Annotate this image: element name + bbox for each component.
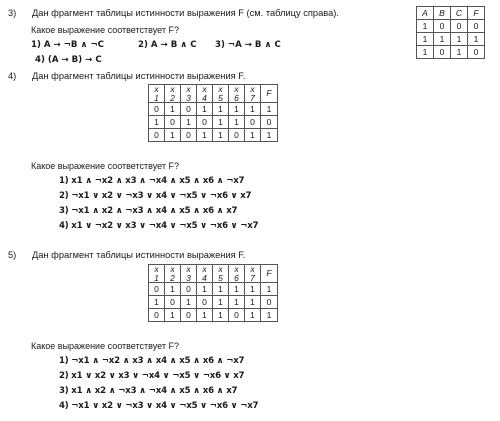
table-cell: 0	[197, 116, 213, 129]
table-cell: 1	[197, 129, 213, 142]
table-cell: 1	[197, 103, 213, 116]
table-cell: 0	[149, 283, 165, 296]
table-cell: 1	[181, 296, 197, 309]
var-header-x6: x 6	[229, 85, 245, 103]
table-cell: 0	[149, 129, 165, 142]
table-cell: 0	[149, 103, 165, 116]
header-cell: F	[468, 7, 485, 20]
table-cell: 1	[245, 103, 261, 116]
table-row	[149, 116, 278, 129]
problem-5-heading	[8, 250, 245, 260]
table-cell: 1	[229, 103, 245, 116]
var-header-x3: x 3	[181, 265, 197, 283]
table-row	[417, 33, 485, 46]
problem-3-option-4: 4) (A → B) → C	[35, 55, 102, 65]
table-cell: 1	[229, 283, 245, 296]
problem-4-option-2: 2) ¬x1 ∨ x2 ∨ ¬x3 ∨ x4 ∨ ¬x5 ∨ ¬x6 ∨ x7	[59, 191, 252, 201]
table-cell: 1	[261, 129, 278, 142]
header-cell: C	[451, 7, 468, 20]
problem-3-option-3: 3) ¬A → B ∧ C	[215, 40, 281, 50]
table-cell: 0	[181, 283, 197, 296]
var-header-x3: x 3	[181, 85, 197, 103]
table-cell: 1	[451, 33, 468, 46]
problem-4-question: Какое выражение соответствует F?	[31, 161, 179, 171]
var-header-x1: x 1	[149, 85, 165, 103]
table-cell: 1	[417, 46, 434, 59]
table-cell: 1	[149, 296, 165, 309]
table-cell: 1	[417, 20, 434, 33]
table-cell: 1	[434, 33, 451, 46]
table-cell: 0	[468, 20, 485, 33]
table-cell: 1	[165, 103, 181, 116]
problem-3-question: Какое выражение соответствует F?	[31, 25, 179, 35]
table-cell: 1	[261, 103, 278, 116]
table-row	[149, 103, 278, 116]
problem-4-truth-table	[148, 84, 278, 142]
problem-5-option-4: 4) ¬x1 ∨ x2 ∨ ¬x3 ∨ x4 ∨ ¬x5 ∨ ¬x6 ∨ ¬x7	[59, 401, 259, 411]
table-cell: 1	[197, 309, 213, 322]
problem-4-number: 4)	[8, 71, 17, 81]
problem-4-heading	[8, 71, 245, 81]
table-cell: 1	[245, 129, 261, 142]
problem-4-option-4: 4) x1 ∨ ¬x2 ∨ x3 ∨ ¬x4 ∨ ¬x5 ∨ ¬x6 ∨ ¬x7	[59, 221, 259, 231]
table-cell: 1	[451, 46, 468, 59]
problem-5-number: 5)	[8, 250, 17, 260]
table-cell: 1	[197, 283, 213, 296]
table-cell: 1	[245, 309, 261, 322]
table-header-row	[149, 265, 278, 283]
problem-4-option-3: 3) ¬x1 ∧ x2 ∧ ¬x3 ∧ x4 ∧ x5 ∧ x6 ∧ x7	[59, 206, 238, 216]
problem-5-title: Дан фрагмент таблицы истинности выражения F.	[32, 250, 246, 260]
problem-4-option-1: 1) x1 ∧ ¬x2 ∧ x3 ∧ ¬x4 ∧ x5 ∧ x6 ∧ ¬x7	[59, 176, 245, 186]
var-header-x5: x 5	[213, 85, 229, 103]
var-header-x2: x 2	[165, 265, 181, 283]
table-cell: 1	[261, 309, 278, 322]
table-cell: 1	[149, 116, 165, 129]
table-cell: 0	[181, 103, 197, 116]
problem-5-question: Какое выражение соответствует F?	[31, 341, 179, 351]
table-cell: 1	[245, 283, 261, 296]
table-cell: 1	[213, 296, 229, 309]
table-cell: 1	[213, 116, 229, 129]
table-row	[149, 283, 278, 296]
table-cell: 0	[434, 20, 451, 33]
problem-3-heading	[8, 8, 339, 18]
var-header-x4: x 4	[197, 85, 213, 103]
problem-5-option-1: 1) ¬x1 ∧ ¬x2 ∧ x3 ∧ x4 ∧ x5 ∧ x6 ∧ ¬x7	[59, 356, 245, 366]
table-cell: 1	[165, 309, 181, 322]
var-header-x5: x 5	[213, 265, 229, 283]
header-cell: A	[417, 7, 434, 20]
table-cell: 1	[213, 129, 229, 142]
table-cell: 0	[197, 296, 213, 309]
problem-3-option-1: 1) A → ¬B ∧ ¬C	[31, 40, 104, 50]
problem-3-title: Дан фрагмент таблицы истинности выражения F (см. таблицу справа).	[32, 8, 339, 18]
table-row	[417, 46, 485, 59]
table-cell: 1	[417, 33, 434, 46]
table-header-row	[149, 85, 278, 103]
table-cell: 0	[261, 116, 278, 129]
problem-4-title: Дан фрагмент таблицы истинности выражения F.	[32, 71, 246, 81]
var-header-x2: x 2	[165, 85, 181, 103]
problem-3-truth-table	[416, 6, 485, 59]
table-cell: 0	[468, 46, 485, 59]
table-cell: 1	[261, 283, 278, 296]
header-cell: B	[434, 7, 451, 20]
problem-3-option-2: 2) A → B ∧ C	[138, 40, 197, 50]
problem-5-truth-table	[148, 264, 278, 322]
var-header-x7: x 7	[245, 85, 261, 103]
table-cell: 0	[149, 309, 165, 322]
table-cell: 0	[165, 116, 181, 129]
table-cell: 1	[213, 103, 229, 116]
problem-5-option-2: 2) x1 ∨ x2 ∨ x3 ∨ ¬x4 ∨ ¬x5 ∨ ¬x6 ∨ x7	[59, 371, 245, 381]
var-header-x4: x 4	[197, 265, 213, 283]
table-row	[149, 129, 278, 142]
table-cell: 0	[181, 309, 197, 322]
f-header: F	[261, 85, 278, 103]
table-cell: 0	[245, 116, 261, 129]
table-cell: 1	[468, 33, 485, 46]
table-row	[149, 309, 278, 322]
table-cell: 0	[165, 296, 181, 309]
table-cell: 1	[213, 283, 229, 296]
table-cell: 1	[165, 283, 181, 296]
table-cell: 0	[229, 129, 245, 142]
var-header-x1: x 1	[149, 265, 165, 283]
table-cell: 0	[434, 46, 451, 59]
table-cell: 1	[229, 116, 245, 129]
table-cell: 0	[451, 20, 468, 33]
table-header-row	[417, 7, 485, 20]
table-cell: 1	[165, 129, 181, 142]
table-row	[149, 296, 278, 309]
problem-5-option-3: 3) x1 ∧ x2 ∧ ¬x3 ∧ ¬x4 ∧ x5 ∧ x6 ∧ x7	[59, 386, 238, 396]
table-cell: 0	[261, 296, 278, 309]
var-header-x7: x 7	[245, 265, 261, 283]
var-header-x6: x 6	[229, 265, 245, 283]
problem-3-number: 3)	[8, 8, 17, 18]
table-cell: 1	[181, 116, 197, 129]
table-cell: 1	[229, 296, 245, 309]
table-row	[417, 20, 485, 33]
table-cell: 0	[181, 129, 197, 142]
table-cell: 1	[245, 296, 261, 309]
table-cell: 0	[229, 309, 245, 322]
f-header: F	[261, 265, 278, 283]
table-cell: 1	[213, 309, 229, 322]
